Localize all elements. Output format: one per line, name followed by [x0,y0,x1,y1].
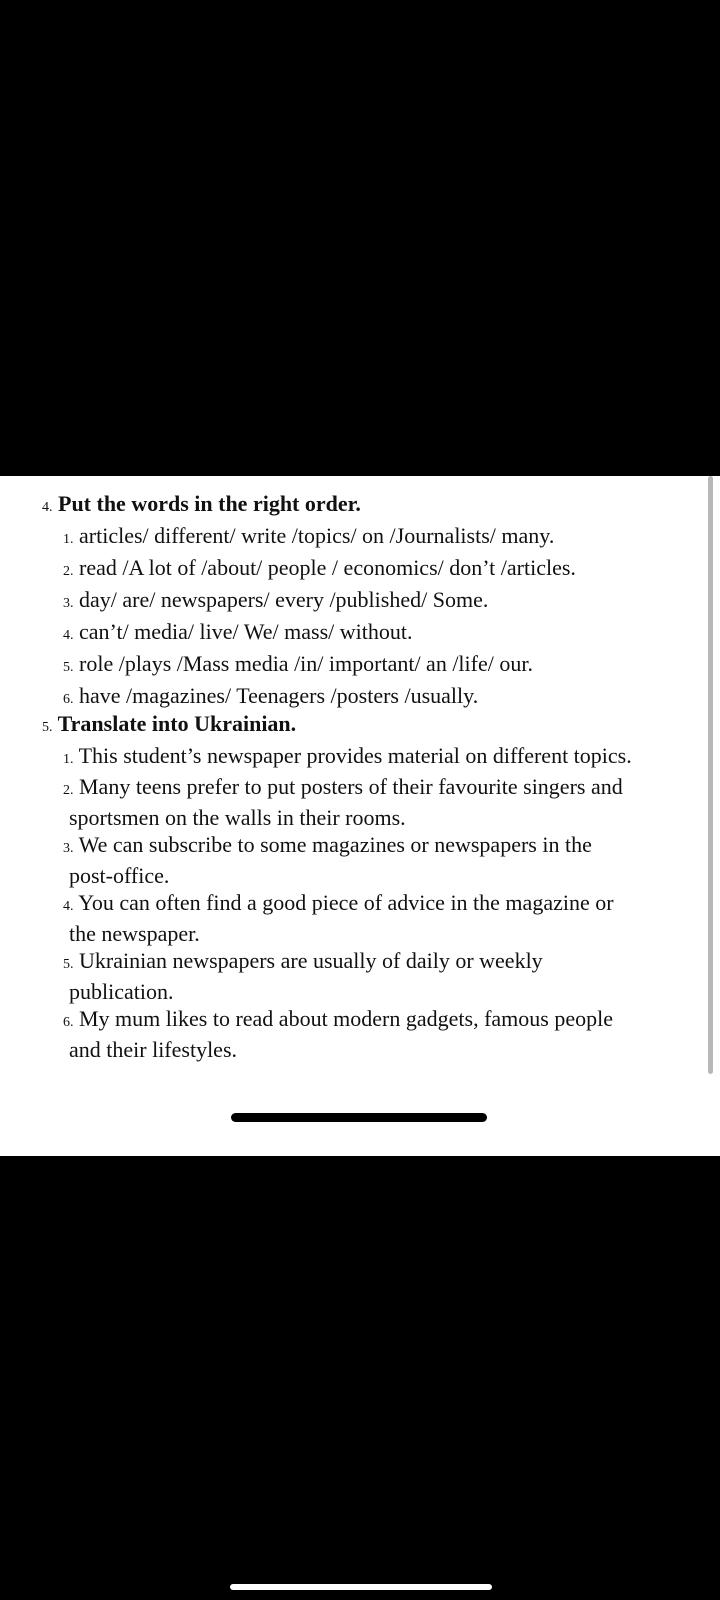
list-item [42,554,692,586]
item-text-continued: and their lifestyles. [69,1037,238,1062]
item-text-continued: publication. [69,979,174,1004]
exercise-5-heading [42,710,692,742]
exercise-5-title: Translate into Ukrainian. [57,711,297,736]
list-item [42,1005,692,1063]
item-number: 6. [63,692,74,707]
item-text: read /A lot of /about/ people / economics/ don’t /articles. [79,555,576,580]
item-text: My mum likes to read about modern gadgets, famous people [79,1006,613,1031]
item-text-continued: post-office. [69,863,170,888]
list-item [42,773,692,831]
item-number: 2. [63,783,74,798]
exercise-4-list [42,522,692,714]
exercise-5-number: 5. [42,720,53,735]
item-text: day/ are/ newspapers/ every /published/ Some. [79,587,489,612]
list-item [42,947,692,1005]
exercise-4-number: 4. [42,500,53,515]
item-number: 5. [63,957,74,972]
item-text: Many teens prefer to put posters of their favourite singers and [79,774,623,799]
list-item [42,650,692,682]
item-text: have /magazines/ Teenagers /posters /usually. [79,683,479,708]
list-item [42,618,692,650]
home-indicator[interactable] [230,1584,492,1590]
item-text: Ukrainian newspapers are usually of daily or weekly [79,948,543,973]
list-item [42,522,692,554]
item-text: We can subscribe to some magazines or newspapers in the [78,832,592,857]
home-indicator-overlay[interactable] [231,1113,487,1122]
item-text-continued: the newspaper. [69,921,200,946]
item-number: 3. [63,596,74,611]
item-text: articles/ different/ write /topics/ on /Journalists/ many. [79,523,555,548]
exercise-4-heading [42,490,692,522]
exercise-4-title: Put the words in the right order. [58,491,361,516]
document-viewport[interactable] [0,476,720,1156]
exercise-4 [42,490,692,714]
item-number: 1. [63,532,74,547]
exercise-5 [42,710,692,1063]
list-item [42,586,692,618]
item-text: role /plays /Mass media /in/ important/ an /life/ our. [79,651,533,676]
list-item [42,742,692,773]
vertical-scrollbar[interactable] [708,476,713,1074]
item-text: can’t/ media/ live/ We/ mass/ without. [79,619,413,644]
item-text: You can often find a good piece of advice in the magazine or [78,890,614,915]
item-text: This student’s newspaper provides material on different topics. [78,743,632,768]
item-text-continued: sportsmen on the walls in their rooms. [69,805,406,830]
item-number: 1. [63,752,74,767]
item-number: 2. [63,564,74,579]
item-number: 4. [63,628,74,643]
list-item [42,889,692,947]
item-number: 6. [63,1015,74,1030]
item-number: 4. [63,899,74,914]
item-number: 3. [63,841,74,856]
list-item [42,831,692,889]
item-number: 5. [63,660,74,675]
exercise-5-list [42,742,692,1063]
